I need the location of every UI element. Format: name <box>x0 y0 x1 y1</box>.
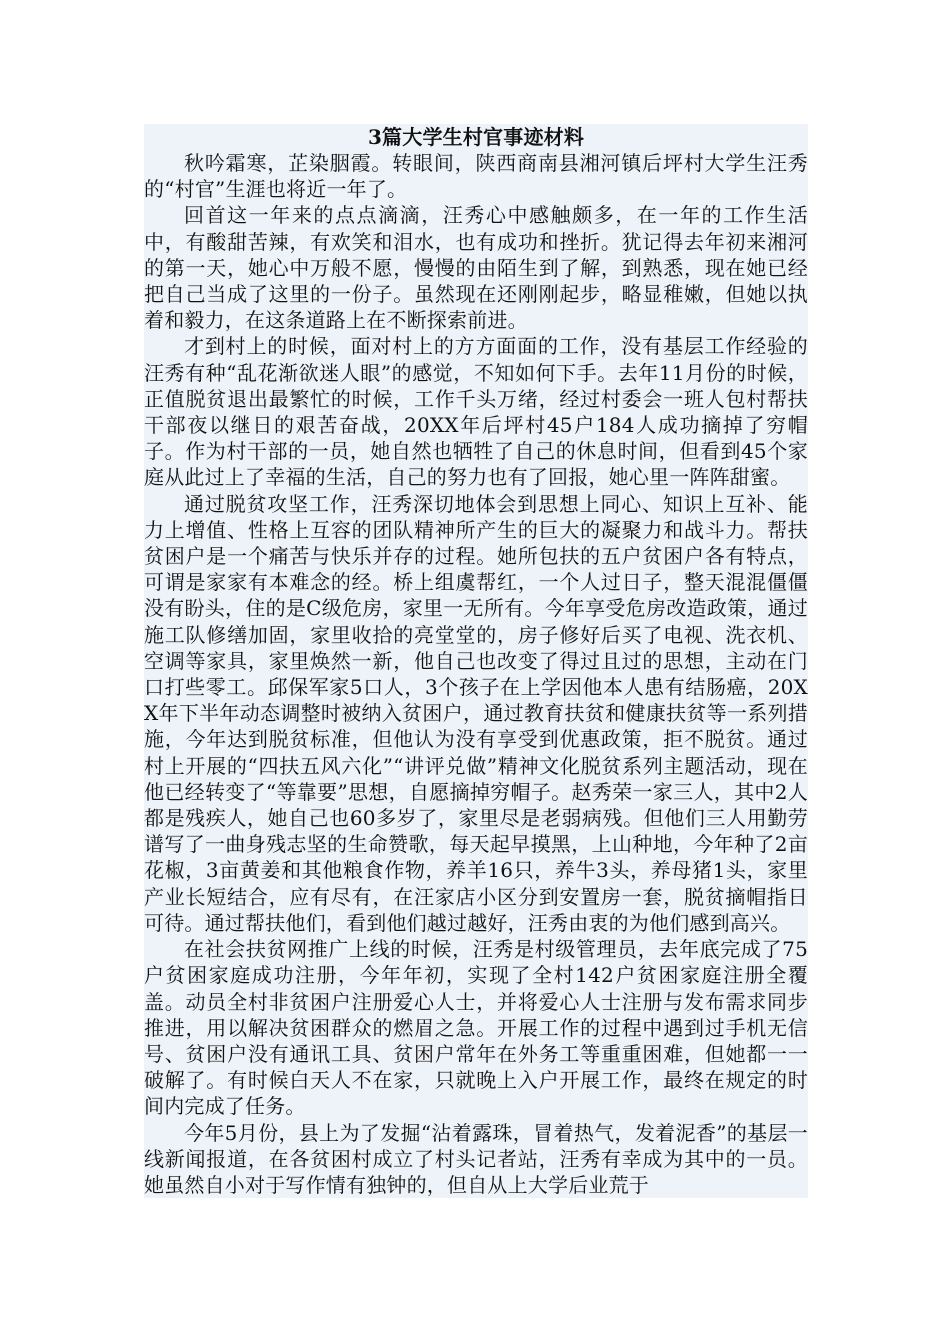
document-title: 3篇大学生村官事迹材料 <box>367 125 585 149</box>
paragraph-1: 秋吟霜寒，芷染胭霞。转眼间，陕西商南县湘河镇后坪村大学生汪秀的“村官”生涯也将近一年了。 <box>144 151 808 202</box>
paragraph-5: 在社会扶贫网推广上线的时候，汪秀是村级管理员，去年底完成了75户贫困家庭成功注册，今年年初，实现了全村142户贫困家庭注册全覆盖。动员全村非贫困户注册爱心人士，并将爱心人士注册与发布需求同步推进，用以解决贫困群众的燃眉之急。开展工作的过程中遇到过手机无信号、贫困户没有通讯工具、贫困户常年在外务工等重重困难，但她都一一破解了。有时候白天人不在家，只就晚上入户开展工作，最终在规定的时间内完成了任务。 <box>144 937 808 1119</box>
paragraph-4: 通过脱贫攻坚工作，汪秀深切地体会到思想上同心、知识上互补、能力上增值、性格上互容的团队精神所产生的巨大的凝聚力和战斗力。帮扶贫困户是一个痛苦与快乐并存的过程。她所包扶的五户贫困户各有特点，可谓是家家有本难念的经。桥上组虞帮红，一个人过日子，整天混混僵僵没有盼头，住的是C级危房，家里一无所有。今年享受危房改造政策，通过施工队修缮加固，家里收拾的亮堂堂的，房子修好后买了电视、洗衣机、空调等家具，家里焕然一新，他自己也改变了得过且过的思想，主动在门口打些零工。邱保军家5口人，3个孩子在上学因他本人患有结肠癌，20XX年下半年动态调整时被纳入贫困户，通过教育扶贫和健康扶贫等一系列措施，今年达到脱贫标准，但他认为没有享受到优惠政策，拒不脱贫。通过村上开展的“四扶五风六化”“讲评兑做”精神文化脱贫系列主题活动，现在他已经转变了“等靠要”思想，自愿摘掉穷帽子。赵秀荣一家三人，其中2人都是残疾人，她自己也60多岁了，家里尽是老弱病残。但他们三人用勤劳谱写了一曲身残志坚的生命赞歌，每天起早摸黑，上山种地，今年种了2亩花椒，3亩黄姜和其他粮食作物，养羊16只，养牛3头，养母猪1头，家里产业长短结合，应有尽有，在汪家店小区分到安置房一套，脱贫摘帽指日可待。通过帮扶他们，看到他们越过越好，汪秀由衷的为他们感到高兴。 <box>144 491 808 935</box>
paragraph-2: 回首这一年来的点点滴滴，汪秀心中感触颇多，在一年的工作生活中，有酸甜苦辣，有欢笑和泪水，也有成功和挫折。犹记得去年初来湘河的第一天，她心中万般不愿，慢慢的由陌生到了解，到熟悉，现在她已经把自己当成了这里的一份子。虽然现在还刚刚起步，略显稚嫩，但她以执着和毅力，在这条道路上在不断探索前进。 <box>144 203 808 333</box>
paragraph-3: 才到村上的时候，面对村上的方方面面的工作，没有基层工作经验的汪秀有种“乱花渐欲迷人眼”的感觉，不知如何下手。去年11月份的时候，正值脱贫退出最繁忙的时候，工作千头万绪，经过村委会一班人包村帮扶干部夜以继日的艰苦奋战，20XX年后坪村45户184人成功摘掉了穷帽子。作为村干部的一员，她自然也牺牲了自己的休息时间，但看到45个家庭从此过上了幸福的生活，自己的努力也有了回报，她心里一阵阵甜蜜。 <box>144 334 808 490</box>
document-body <box>144 124 808 1198</box>
paragraph-6: 今年5月份，县上为了发掘“沾着露珠，冒着热气，发着泥香”的基层一线新闻报道，在各贫困村成立了村头记者站，汪秀有幸成为其中的一员。她虽然自小对于写作情有独钟的，但自从上大学后业荒于 <box>144 1120 808 1197</box>
